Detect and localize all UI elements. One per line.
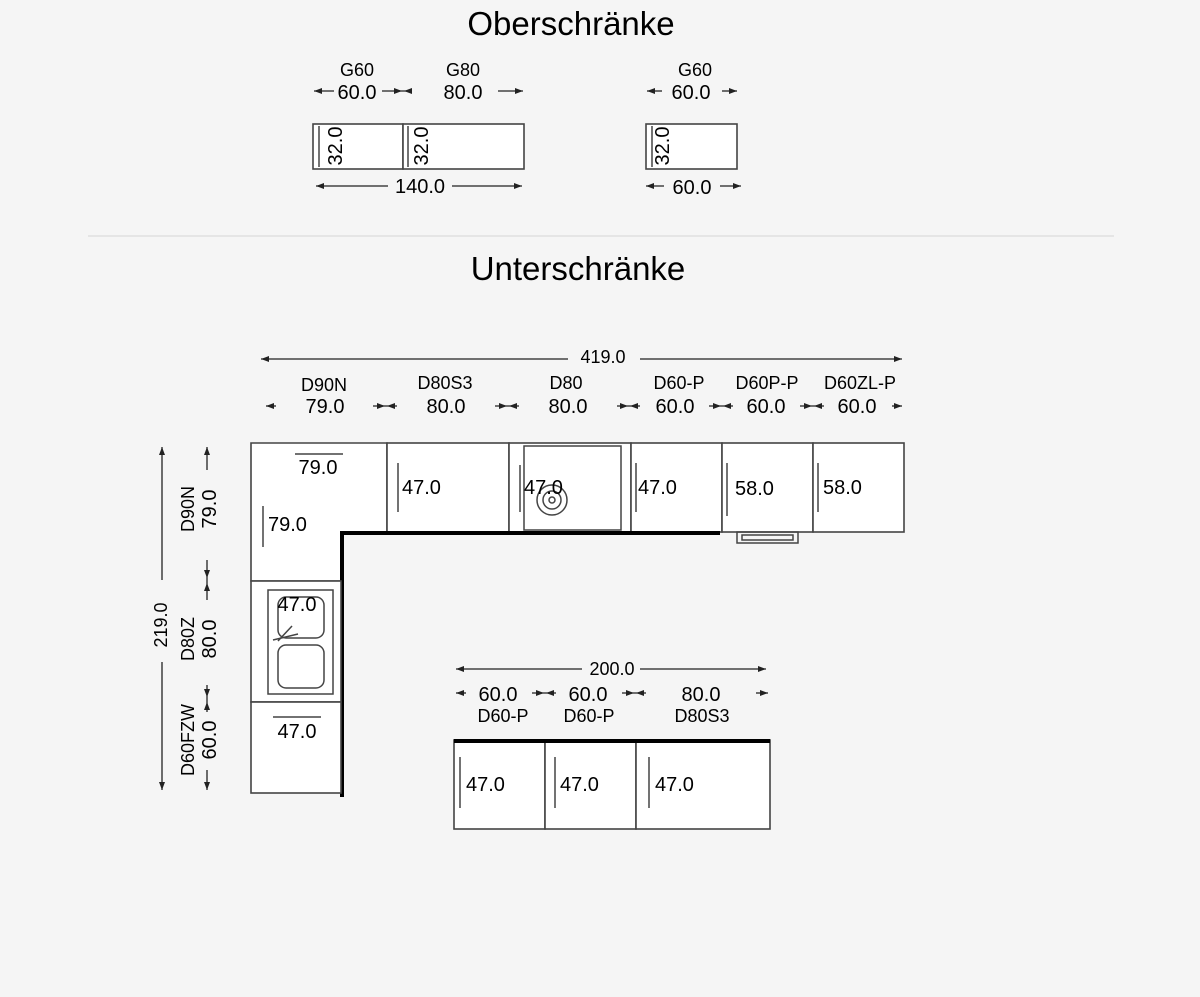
island-code-2: D60-P — [563, 706, 615, 726]
top-run-width-4: 60.0 — [655, 396, 695, 418]
corner-inner-depth: 79.0 — [268, 514, 307, 536]
upper-group1-total: 140.0 — [394, 176, 446, 198]
top-run-depth-6: 58.0 — [823, 477, 862, 499]
top-run-width-6: 60.0 — [837, 396, 877, 418]
upper-cab3-depth: 32.0 — [652, 126, 674, 166]
island-width-1: 60.0 — [478, 684, 518, 706]
top-run-width-3: 80.0 — [548, 396, 588, 418]
left-run-length-3: 60.0 — [199, 720, 221, 760]
upper-cab2-width: 80.0 — [443, 82, 483, 104]
island-width-2: 60.0 — [568, 684, 608, 706]
upper-cabinets-title: Oberschränke — [467, 5, 675, 42]
island-code-1: D60-P — [477, 706, 529, 726]
island-depth-2: 47.0 — [560, 774, 599, 796]
upper-cab2-code: G80 — [445, 60, 481, 80]
top-run-width-5: 60.0 — [746, 396, 786, 418]
top-run-code-6: D60ZL-P — [823, 373, 897, 393]
island-total: 200.0 — [589, 659, 635, 679]
upper-group2-total: 60.0 — [672, 177, 712, 199]
top-run-depth-2: 47.0 — [402, 477, 441, 499]
corner-inner-width: 79.0 — [298, 457, 338, 479]
top-run-width-2: 80.0 — [426, 396, 466, 418]
upper-cab1-width: 60.0 — [337, 82, 377, 104]
island-depth-3: 47.0 — [655, 774, 694, 796]
left-run-code-2: D80Z — [178, 616, 198, 662]
left-run-code-3: D60FZW — [178, 704, 198, 776]
top-run-code-3: D80 — [549, 373, 583, 393]
left-run-code-1: D90N — [178, 485, 198, 533]
island-code-3: D80S3 — [674, 706, 730, 726]
top-run-code-2: D80S3 — [417, 373, 473, 393]
upper-cab3-code: G60 — [677, 60, 713, 80]
upper-cab2-depth: 32.0 — [411, 126, 433, 166]
left-run-depth-2: 47.0 — [277, 594, 317, 616]
left-run-length-1: 79.0 — [199, 489, 221, 529]
lower-cabinets-title: Unterschränke — [470, 250, 686, 287]
island-width-3: 80.0 — [681, 684, 721, 706]
top-run-width-1: 79.0 — [305, 396, 345, 418]
left-cabinet-d60fzw — [251, 702, 341, 793]
upper-cab1-code: G60 — [339, 60, 375, 80]
top-run-depth-3: 47.0 — [524, 477, 563, 499]
top-run-code-4: D60-P — [653, 373, 705, 393]
top-run-code-1: D90N — [300, 375, 348, 395]
left-run-depth-3: 47.0 — [277, 721, 317, 743]
upper-cab1-depth: 32.0 — [325, 126, 347, 166]
top-run-depth-4: 47.0 — [638, 477, 677, 499]
top-run-depth-5: 58.0 — [735, 478, 774, 500]
island-depth-1: 47.0 — [466, 774, 505, 796]
left-total: 219.0 — [151, 602, 171, 648]
lower-top-total: 419.0 — [580, 347, 626, 367]
left-run-length-2: 80.0 — [199, 619, 221, 659]
top-run-code-5: D60P-P — [735, 373, 799, 393]
upper-cab3-width: 60.0 — [671, 82, 711, 104]
